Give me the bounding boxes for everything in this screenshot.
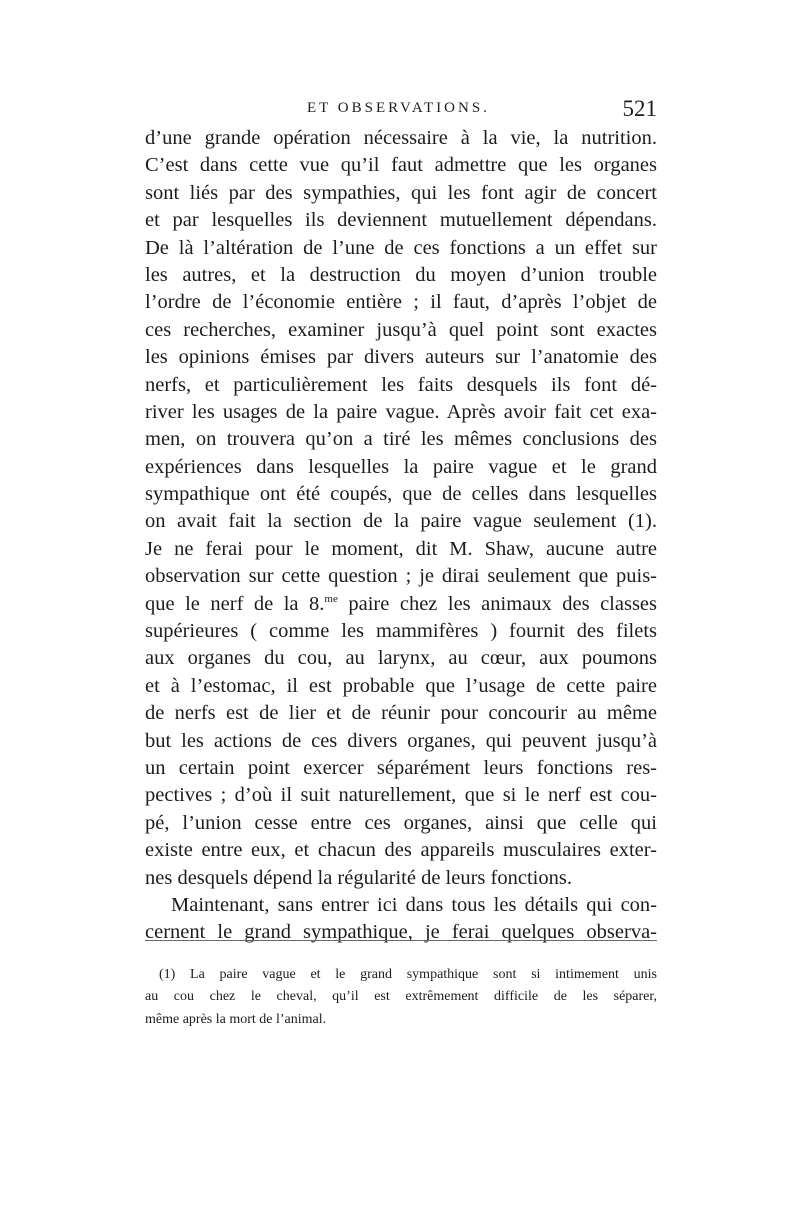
text-line: existe entre eux, et chacun des appareils musculaires exter-	[145, 839, 657, 862]
page-number: 521	[622, 96, 657, 121]
text-line: but les actions de ces divers organes, qui peuvent jusqu’à	[145, 729, 657, 752]
text-line: pectives ; d’où il suit naturellement, que si le nerf est cou-	[145, 784, 657, 807]
text-line: men, on trouvera qu’on a tiré les mêmes conclusions des	[145, 428, 657, 451]
footnote-rule	[145, 940, 657, 941]
text-line: les opinions émises par divers auteurs sur l’anatomie des	[145, 346, 657, 369]
text-line: observation sur cette question ; je dirai seulement que puis-	[145, 565, 657, 588]
body-text	[145, 125, 657, 947]
text-line-start: que le nerf de la 8.	[145, 592, 325, 615]
text-line: De là l’altération de l’une de ces fonctions a un effet sur	[145, 236, 657, 259]
text-line: cernent le grand sympathique, je ferai quelques observa-	[145, 921, 657, 944]
paragraph-start-line: Maintenant, sans entrer ici dans tous les détails qui con-	[171, 893, 657, 916]
running-head	[145, 98, 657, 126]
text-line: ces recherches, examiner jusqu’à quel point sont exactes	[145, 318, 657, 341]
text-line: un certain point exercer séparément leurs fonctions res-	[145, 756, 657, 779]
footnote-line: même après la mort de l’animal.	[145, 1011, 327, 1027]
text-line: et à l’estomac, il est probable que l’usage de cette paire	[145, 674, 657, 697]
text-line: river les usages de la paire vague. Après avoir fait cet exa-	[145, 400, 657, 423]
footnote	[145, 964, 657, 1031]
text-line-with-superscript	[145, 591, 657, 618]
text-line: les autres, et la destruction du moyen d’union trouble	[145, 263, 657, 286]
footnote-line: au cou chez le cheval, qu’il est extrêmement difficile de les séparer,	[145, 989, 657, 1005]
text-line: pé, l’union cesse entre ces organes, ainsi que celle qui	[145, 811, 657, 834]
text-line: sont liés par des sympathies, qui les font agir de concert	[145, 181, 657, 204]
text-line: nerfs, et particulièrement les faits desquels ils font dé-	[145, 373, 657, 396]
text-line: et par lesquelles ils deviennent mutuellement dépendans.	[145, 209, 657, 232]
text-line: aux organes du cou, au larynx, au cœur, aux poumons	[145, 647, 657, 670]
text-line: nes desquels dépend la régularité de leurs fonctions.	[145, 866, 572, 889]
text-line: l’ordre de l’économie entière ; il faut, d’après l’objet de	[145, 291, 657, 314]
text-line-end: paire chez les animaux des classes	[337, 592, 657, 615]
text-line: C’est dans cette vue qu’il faut admettre que les organes	[145, 154, 657, 177]
text-line: de nerfs est de lier et de réunir pour concourir au même	[145, 702, 657, 725]
text-line: Je ne ferai pour le moment, dit M. Shaw, aucune autre	[145, 537, 657, 560]
running-title: ET OBSERVATIONS.	[307, 100, 490, 116]
text-line: on avait fait la section de la paire vague seulement (1).	[145, 510, 657, 533]
ordinal-superscript: me	[324, 592, 338, 605]
text-line: supérieures ( comme les mammifères ) fournit des filets	[145, 620, 657, 643]
footnote-line: (1) La paire vague et le grand sympathique sont si intimement unis	[159, 967, 657, 982]
text-line: expériences dans lesquelles la paire vague et le grand	[145, 455, 657, 478]
text-line: d’une grande opération nécessaire à la vie, la nutrition.	[145, 127, 657, 149]
text-line: sympathique ont été coupés, que de celles dans lesquelles	[145, 483, 657, 506]
